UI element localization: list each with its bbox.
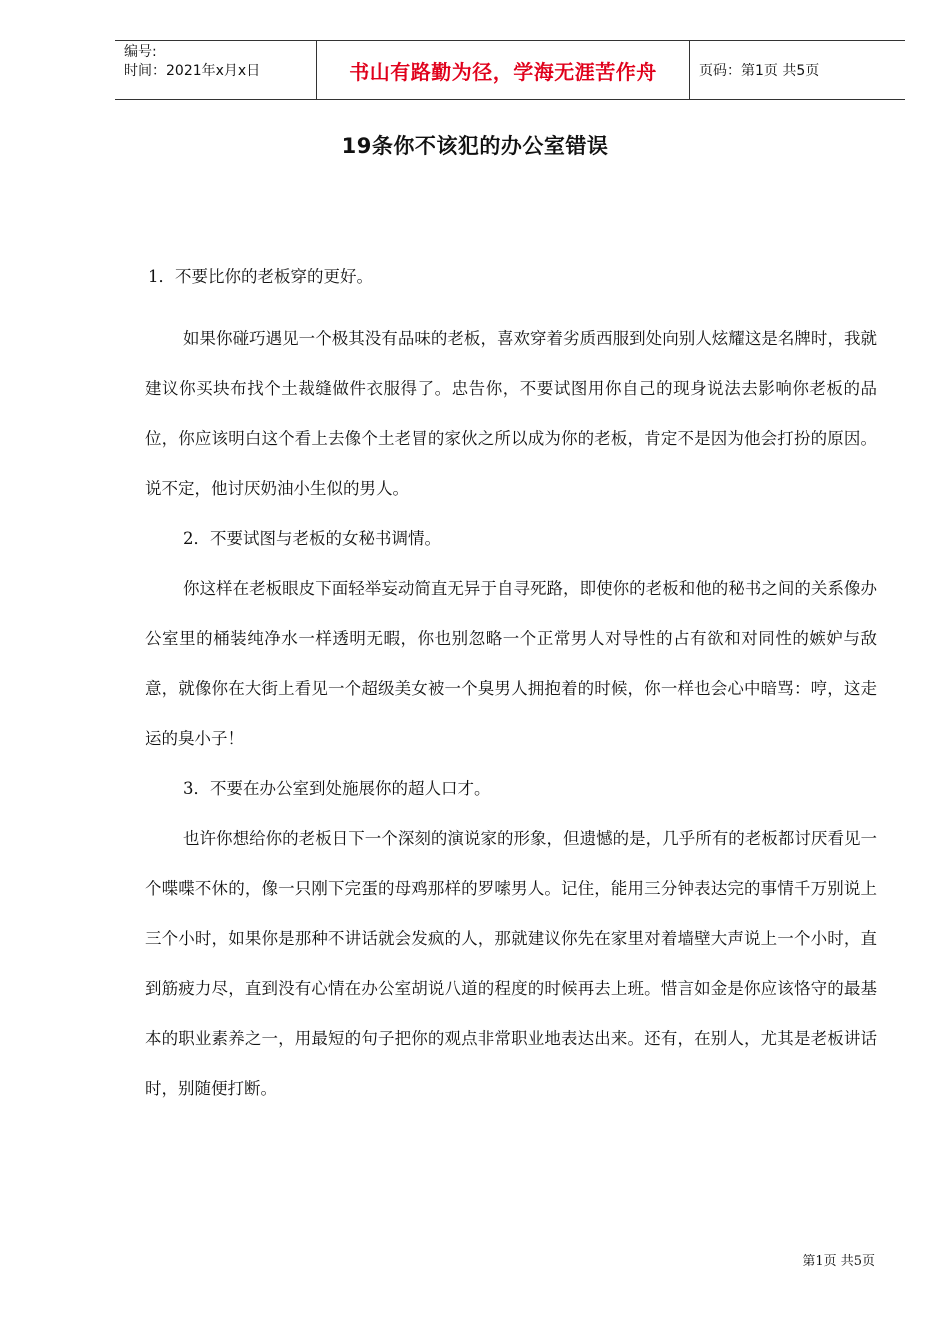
heading-item-2: 2．不要试图与老板的女秘书调情。 xyxy=(183,529,441,548)
paragraph-1: 如果你碰巧遇见一个极其没有品味的老板，喜欢穿着劣质西服到处向别人炫耀这是名牌时，我就建议你买块布找个土裁缝做件衣服得了。忠告你，不要试图用你自己的现身说法去影响你老板的品位，你应该明白这个看上去像个土老冒的家伙之所以成为你的老板，肯定不是因为他会打扮的原因。说不定，他讨厌奶油小生似的男人。 xyxy=(145,329,877,498)
paragraph-2: 你这样在老板眼皮下面轻举妄动简直无异于自寻死路，即使你的老板和他的秘书之间的关系像办公室里的桶装纯净水一样透明无暇，你也别忽略一个正常男人对导性的占有欲和对同性的嫉妒与敌意，就像你在大街上看见一个超级美女被一个臭男人拥抱着的时候，你一样也会心中暗骂：哼，这走运的臭小子！ xyxy=(145,579,877,748)
page-header xyxy=(115,40,905,100)
heading-item-1: 1．不要比你的老板穿的更好。 xyxy=(148,267,373,286)
document-title: 19条你不该犯的办公室错误 xyxy=(341,134,609,158)
heading-item-3: 3．不要在办公室到处施展你的超人口才。 xyxy=(183,779,491,798)
header-meta-cell xyxy=(115,41,317,99)
header-page-info: 页码：第1页 共5页 xyxy=(699,63,820,79)
footer-page-number: 第1页 共5页 xyxy=(802,1254,875,1269)
document-time-label: 时间：2021年x月x日 xyxy=(124,63,261,79)
header-motto: 书山有路勤为径，学海无涯苦作舟 xyxy=(317,41,690,99)
paragraph-3: 也许你想给你的老板日下一个深刻的演说家的形象，但遗憾的是，几乎所有的老板都讨厌看见一个喋喋不休的，像一只刚下完蛋的母鸡那样的罗嗦男人。记住，能用三分钟表达完的事情千万别说上三个小时，如果你是那种不讲话就会发疯的人，那就建议你先在家里对着墙壁大声说上一个小时，直到筋疲力尽，直到没有心情在办公室胡说八道的程度的时候再去上班。惜言如金是你应该恪守的最基本的职业素养之一，用最短的句子把你的观点非常职业地表达出来。还有，在别人，尤其是老板讲话时，别随便打断。 xyxy=(145,829,877,1098)
document-body xyxy=(145,252,877,1114)
document-number-label: 编号: xyxy=(124,44,157,60)
